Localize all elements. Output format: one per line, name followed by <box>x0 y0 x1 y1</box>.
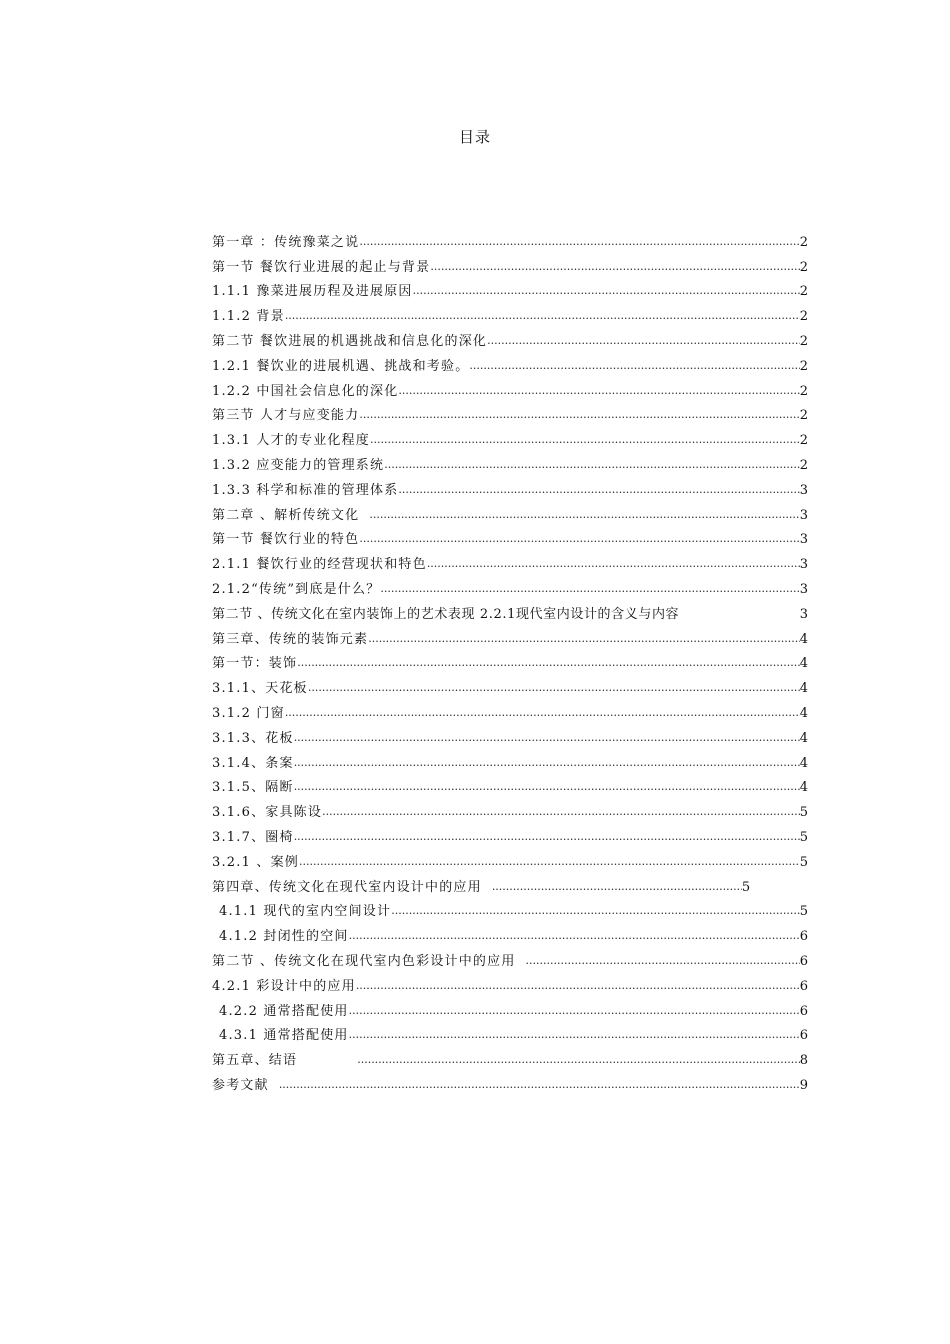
toc-entry-label: 1.1.1 豫菜进展历程及进展原因 <box>212 284 413 300</box>
toc-entry-label: 第二节 、传统文化在室内装饰上的艺术表现 2.2.1现代室内设计的含义与内容 <box>212 606 680 622</box>
toc-entry-label: 1.1.2 背景 <box>212 309 285 325</box>
toc-entry[interactable] <box>212 573 808 598</box>
toc-leader-dots <box>294 731 800 745</box>
toc-leader-dots <box>492 880 742 894</box>
toc-entry-page: 5 <box>799 805 808 821</box>
toc-entry-page: 4 <box>799 780 808 796</box>
toc-entry-label: 3.1.4、条案 <box>212 755 294 771</box>
toc-entry-page: 2 <box>799 333 808 349</box>
toc-entry-page: 5 <box>799 854 808 870</box>
toc-entry[interactable] <box>212 300 808 325</box>
toc-entry-label: 第一章 ：传统豫菜之说 <box>212 234 360 250</box>
toc-entry-page: 2 <box>799 433 808 449</box>
toc-entry[interactable] <box>212 920 808 945</box>
toc-entry-label: 第一节：装饰 <box>212 656 298 672</box>
toc-leader-dots <box>380 582 799 596</box>
toc-entry-label: 第二节 餐饮进展的机遇挑战和信息化的深化 <box>212 333 488 349</box>
toc-entry[interactable] <box>212 226 808 251</box>
table-of-contents <box>212 226 808 1094</box>
toc-entry[interactable] <box>212 499 808 524</box>
toc-leader-dots <box>299 855 800 869</box>
toc-entry-page: 9 <box>799 1077 808 1093</box>
toc-entry-label: 第四章、传统文化在现代室内设计中的应用 <box>212 879 482 895</box>
toc-entry-label: 1.3.1 人才的专业化程度 <box>212 433 371 449</box>
toc-entry[interactable] <box>212 871 808 896</box>
toc-leader-dots <box>391 904 800 918</box>
toc-entry-label: 1.3.2 应变能力的管理系统 <box>212 457 385 473</box>
toc-entry-page: 4 <box>799 705 808 721</box>
toc-entry-label: 3.1.6、家具陈设 <box>212 805 323 821</box>
toc-entry-page: 2 <box>799 383 808 399</box>
toc-entry-page: 2 <box>799 259 808 275</box>
toc-entry[interactable] <box>212 424 808 449</box>
toc-title: 目录 <box>458 128 491 146</box>
toc-leader-dots <box>369 508 799 522</box>
toc-entry-page: 6 <box>799 1003 808 1019</box>
toc-entry-page: 3 <box>799 557 808 573</box>
toc-leader-dots <box>370 433 800 447</box>
toc-entry[interactable] <box>212 276 808 301</box>
toc-entry[interactable] <box>212 548 808 573</box>
toc-leader-dots <box>294 756 800 770</box>
toc-entry[interactable] <box>212 474 808 499</box>
toc-entry[interactable] <box>212 1044 808 1069</box>
toc-entry[interactable] <box>212 648 808 673</box>
toc-entry[interactable] <box>212 325 808 350</box>
toc-leader-dots <box>357 1053 800 1067</box>
toc-entry[interactable] <box>212 772 808 797</box>
toc-entry-page: 2 <box>799 309 808 325</box>
toc-leader-dots <box>398 483 799 497</box>
toc-entry-page: 3 <box>799 507 808 523</box>
toc-entry[interactable] <box>212 672 808 697</box>
toc-entry-label: 3.2.1 、案例 <box>212 854 300 870</box>
toc-leader-dots <box>359 235 799 249</box>
toc-entry-label: 3.1.2 门窗 <box>212 705 285 721</box>
toc-entry[interactable] <box>212 598 808 623</box>
toc-entry[interactable] <box>212 350 808 375</box>
toc-entry-page: 5 <box>799 904 808 920</box>
toc-entry-page: 4 <box>799 681 808 697</box>
toc-entry-page: 3 <box>799 581 808 597</box>
toc-leader-dots <box>297 656 800 670</box>
toc-entry[interactable] <box>212 524 808 549</box>
toc-leader-dots <box>349 929 800 943</box>
toc-entry-label: 3.1.1、天花板 <box>212 681 308 697</box>
toc-entry-page: 3 <box>799 606 808 622</box>
toc-leader-dots <box>487 334 800 348</box>
toc-entry-label: 第三章、传统的装饰元素 <box>212 631 369 647</box>
toc-leader-dots <box>526 954 800 968</box>
toc-entry-page: 3 <box>799 482 808 498</box>
toc-entry-label: 3.1.3、花板 <box>212 730 294 746</box>
toc-entry-page: 2 <box>799 457 808 473</box>
toc-entry-label: 3.1.5、隔断 <box>212 780 294 796</box>
toc-entry-page: 6 <box>799 1028 808 1044</box>
toc-leader-dots <box>294 830 800 844</box>
toc-leader-dots <box>285 706 800 720</box>
toc-entry-label: 第三节 人才与应变能力 <box>212 408 360 424</box>
toc-entry-page: 4 <box>799 631 808 647</box>
toc-entry-label: 第一节 餐饮行业的特色 <box>212 532 360 548</box>
toc-entry[interactable] <box>212 896 808 921</box>
toc-entry[interactable] <box>212 400 808 425</box>
toc-entry-label: 4.1.1 现代的室内空间设计 <box>219 904 392 920</box>
toc-entry-label: 4.2.1 彩设计中的应用 <box>212 978 356 994</box>
toc-entry-label: 3.1.7、圈椅 <box>212 829 294 845</box>
toc-leader-dots <box>368 632 800 646</box>
toc-leader-dots <box>349 1004 800 1018</box>
toc-entry-label: 第五章、结语 <box>212 1053 298 1069</box>
toc-entry[interactable] <box>212 251 808 276</box>
toc-entry-page: 2 <box>799 234 808 250</box>
toc-entry-page: 2 <box>799 408 808 424</box>
toc-entry-page: 3 <box>799 532 808 548</box>
toc-leader-dots <box>322 805 800 819</box>
toc-entry-page: 4 <box>799 755 808 771</box>
toc-entry[interactable] <box>212 796 808 821</box>
toc-entry-page: 4 <box>799 730 808 746</box>
toc-entry[interactable] <box>212 449 808 474</box>
toc-leader-dots <box>384 458 800 472</box>
toc-leader-dots <box>308 681 800 695</box>
toc-entry[interactable] <box>212 846 808 871</box>
toc-entry-page: 4 <box>799 656 808 672</box>
toc-entry[interactable] <box>212 375 808 400</box>
toc-leader-dots <box>359 532 799 546</box>
toc-entry[interactable] <box>212 697 808 722</box>
toc-entry-label: 2.1.2“传统”到底是什么？ <box>212 581 381 597</box>
toc-entry[interactable] <box>212 1069 808 1094</box>
toc-entry-page: 2 <box>799 284 808 300</box>
toc-entry-page: 6 <box>799 978 808 994</box>
toc-leader-dots <box>469 359 799 373</box>
toc-leader-dots <box>398 384 799 398</box>
toc-entry[interactable] <box>212 1020 808 1045</box>
toc-entry[interactable] <box>212 747 808 772</box>
toc-leader-dots <box>427 557 800 571</box>
toc-entry-page: 8 <box>799 1053 808 1069</box>
toc-entry-label: 4.1.2 封闭性的空间 <box>219 929 349 945</box>
toc-entry-label: 1.2.1 餐饮业的进展机遇、挑战和考验。 <box>212 358 470 374</box>
toc-entry-label: 第一节 餐饮行业进展的起止与背景 <box>212 259 431 275</box>
toc-entry[interactable] <box>212 821 808 846</box>
toc-entry[interactable] <box>212 945 808 970</box>
toc-leader-dots <box>430 260 799 274</box>
toc-leader-dots <box>294 780 800 794</box>
toc-entry-page: 2 <box>799 358 808 374</box>
toc-entry-label: 1.3.3 科学和标准的管理体系 <box>212 482 399 498</box>
toc-entry-label: 第二节 、传统文化在现代室内色彩设计中的应用 <box>212 953 516 969</box>
toc-leader-dots <box>349 1028 800 1042</box>
toc-entry-label: 2.1.1 餐饮行业的经营现状和特色 <box>212 557 427 573</box>
toc-entry[interactable] <box>212 995 808 1020</box>
toc-leader-dots <box>413 284 800 298</box>
toc-entry-page: 5 <box>741 879 751 895</box>
toc-entry-page: 5 <box>799 829 808 845</box>
toc-leader-dots <box>279 1078 800 1092</box>
toc-entry-label: 参考文献 <box>212 1077 269 1093</box>
toc-entry-label: 1.2.2 中国社会信息化的深化 <box>212 383 399 399</box>
toc-entry-page: 6 <box>799 929 808 945</box>
toc-leader-dots <box>356 979 800 993</box>
toc-entry[interactable] <box>212 970 808 995</box>
toc-entry-label: 第二章 、解析传统文化 <box>212 507 360 523</box>
toc-entry[interactable] <box>212 623 808 648</box>
toc-entry-page: 6 <box>799 953 808 969</box>
toc-entry-label: 4.2.2 通常搭配使用 <box>219 1003 349 1019</box>
toc-leader-dots <box>285 309 800 323</box>
toc-entry[interactable] <box>212 722 808 747</box>
toc-entry-label: 4.3.1 通常搭配使用 <box>219 1028 349 1044</box>
toc-leader-dots <box>359 408 799 422</box>
